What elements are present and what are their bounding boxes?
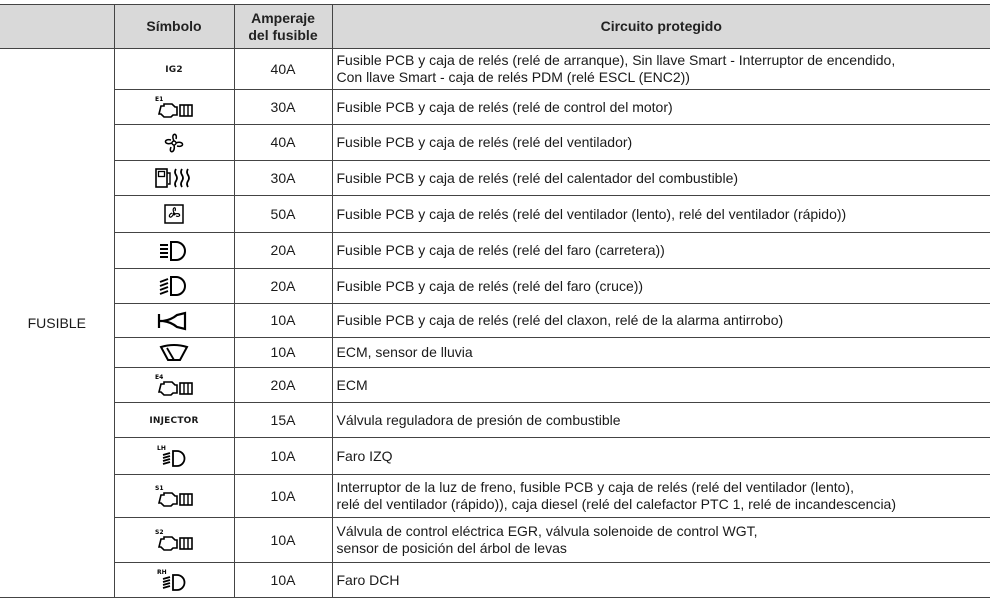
headlamp-rh-icon [154,567,194,593]
circuit-cell: Faro IZQ [332,438,990,475]
fan-icon [160,130,188,156]
circuit-line1: Interruptor de la luz de freno, fusible PCB y caja de relés (relé del ventilador (lento), [336,479,854,495]
circuit-cell: Fusible PCB y caja de relés (relé del ventilador (lento), relé del ventilador (rápido)) [332,196,990,233]
amperage-cell: 40A [234,49,332,90]
circuit-line2: relé del ventilador (rápido)), caja diesel (relé del calefactor PTC 1, relé de incandescencia) [336,496,897,512]
category-cell: FUSIBLE [0,49,114,598]
symbol-cell [114,90,234,125]
circuit-cell: Fusible PCB y caja de relés (relé del ventilador) [332,125,990,161]
circuit-cell: ECM, sensor de lluvia [332,338,990,368]
table-row [0,49,990,90]
table-row [0,233,990,269]
amperage-cell: 50A [234,196,332,233]
headlamp-rh-label: RH [157,569,167,576]
header-row [0,5,990,49]
ig2-text-icon: IG2 [165,65,183,75]
headlamp-lh-icon [154,443,194,469]
high-beam-icon [157,239,191,263]
amperage-cell: 15A [234,403,332,438]
table-row [0,196,990,233]
low-beam-icon [157,274,191,298]
table-row [0,438,990,475]
symbol-cell [114,49,234,90]
header-amperage-line1: Amperaje [251,9,315,26]
symbol-cell [114,161,234,196]
header-amperage-line2: del fusible [248,26,318,43]
circuit-cell [332,518,990,563]
circuit-cell: Fusible PCB y caja de relés (relé del faro (carretera)) [332,233,990,269]
wiper-icon [158,342,190,364]
circuit-cell: Fusible PCB y caja de relés (relé de control del motor) [332,90,990,125]
symbol-cell [114,269,234,304]
amperage-cell: 10A [234,475,332,518]
engine-e4-icon [153,372,195,398]
circuit-cell [332,49,990,90]
amperage-cell: 30A [234,90,332,125]
circuit-cell: Fusible PCB y caja de relés (relé del faro (cruce)) [332,269,990,304]
circuit-line1: Fusible PCB y caja de relés (relé de arranque), Sin llave Smart - Interruptor de encendido, [336,52,896,68]
engine-s1-icon [153,483,195,509]
symbol-cell [114,368,234,403]
symbol-cell [114,233,234,269]
table-row [0,563,990,598]
circuit-cell: ECM [332,368,990,403]
amperage-cell: 10A [234,304,332,338]
engine-s1-label: S1 [155,485,164,492]
symbol-cell [114,403,234,438]
engine-e1-icon [153,94,195,120]
symbol-cell [114,125,234,161]
table-row [0,338,990,368]
circuit-cell [332,475,990,518]
circuit-line2: Con llave Smart - caja de relés PDM (relé ESCL (ENC2)) [336,69,690,85]
circuit-cell: Válvula reguladora de presión de combustible [332,403,990,438]
symbol-cell [114,196,234,233]
table-row [0,304,990,338]
fuse-table [0,4,990,598]
table-row [0,161,990,196]
table-row [0,475,990,518]
symbol-cell [114,304,234,338]
symbol-cell [114,438,234,475]
table-row [0,269,990,304]
circuit-cell: Fusible PCB y caja de relés (relé del calentador del combustible) [332,161,990,196]
circuit-line1: Válvula de control eléctrica EGR, válvula solenoide de control WGT, [336,523,758,539]
amperage-cell: 10A [234,563,332,598]
circuit-cell: Faro DCH [332,563,990,598]
engine-s2-label: S2 [155,529,164,536]
amperage-cell: 40A [234,125,332,161]
fuel-heater-icon [152,165,196,191]
amperage-cell: 30A [234,161,332,196]
amperage-cell: 10A [234,518,332,563]
amperage-cell: 20A [234,233,332,269]
circuit-line2: sensor de posición del árbol de levas [336,540,567,556]
header-circuit: Circuito protegido [332,5,990,49]
engine-e1-label: E1 [155,96,164,103]
table-row [0,518,990,563]
horn-icon [156,309,192,333]
header-amperage [234,5,332,49]
injector-text-icon: INJECTOR [149,416,199,426]
table-row [0,403,990,438]
radiator-fan-icon [160,201,188,227]
headlamp-lh-label: LH [157,445,166,452]
symbol-cell [114,338,234,368]
symbol-cell [114,475,234,518]
amperage-cell: 10A [234,438,332,475]
symbol-cell [114,518,234,563]
engine-e4-label: E4 [155,374,164,381]
table-row [0,90,990,125]
symbol-cell [114,563,234,598]
amperage-cell: 20A [234,269,332,304]
amperage-cell: 10A [234,338,332,368]
circuit-cell: Fusible PCB y caja de relés (relé del claxon, relé de la alarma antirrobo) [332,304,990,338]
header-symbol: Símbolo [114,5,234,49]
engine-s2-icon [153,527,195,553]
table-row [0,125,990,161]
header-category [0,5,114,49]
table-row [0,368,990,403]
amperage-cell: 20A [234,368,332,403]
